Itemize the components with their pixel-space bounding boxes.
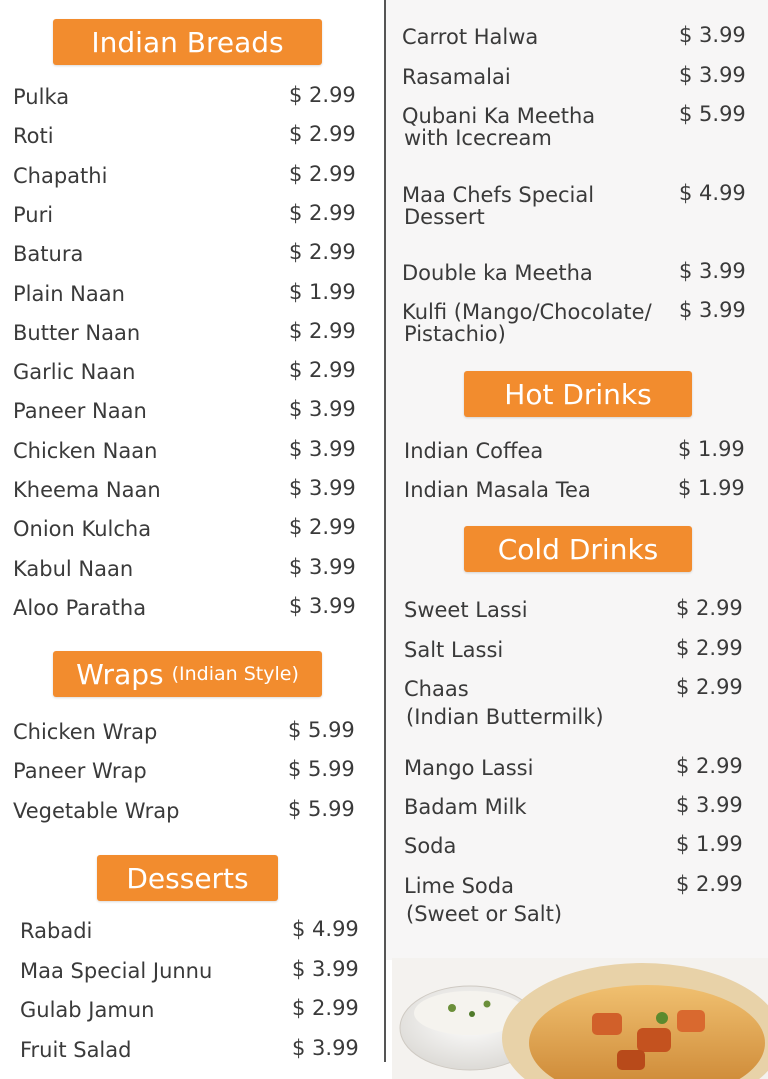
menu-item-price: $ 2.99 [289, 83, 356, 107]
menu-item-name-line2: (Indian Buttermilk) [406, 705, 604, 729]
menu-item-name: Plain Naan [13, 281, 125, 306]
cold-drinks-banner [464, 526, 692, 572]
column-divider [384, 0, 386, 1062]
menu-item-name: Butter Naan [13, 320, 141, 345]
menu-item-name: Sweet Lassi [404, 598, 528, 622]
menu-item-name: Gulab Jamun [20, 998, 155, 1022]
menu-item-name: Paneer Wrap [13, 759, 147, 783]
menu-item-price: $ 5.99 [288, 718, 355, 742]
menu-item-price: $ 2.99 [289, 515, 356, 540]
menu-item-price: $ 2.99 [289, 358, 356, 383]
menu-item-name: Maa Chefs Special [402, 183, 595, 207]
menu-item-name: Qubani Ka Meetha [402, 104, 596, 128]
food-photo [392, 958, 768, 1079]
menu-item-price: $ 2.99 [289, 122, 356, 147]
menu-item-name: Fruit Salad [20, 1038, 132, 1062]
menu-item-price: $ 1.99 [289, 279, 356, 304]
menu-item-price: $ 1.99 [678, 476, 745, 500]
menu-item-price: $ 4.99 [292, 917, 359, 941]
menu-item-price: $ 4.99 [679, 181, 746, 205]
menu-item-name: Chicken Wrap [13, 720, 158, 744]
menu-item-price: $ 3.99 [292, 957, 359, 981]
hot-drinks-banner [464, 371, 692, 417]
menu-item-name: Batura [13, 242, 84, 267]
menu-item-price: $ 2.99 [289, 200, 356, 225]
menu-item-name: Chicken Naan [13, 438, 158, 463]
menu-item-price: $ 3.99 [289, 476, 356, 500]
menu-item-name: Pulka [13, 85, 70, 109]
menu-item-price: $ 3.99 [289, 554, 356, 579]
menu-item-price: $ 2.99 [289, 161, 356, 186]
menu-item-name: Mango Lassi [404, 756, 534, 780]
menu-item-price: $ 5.99 [288, 757, 355, 781]
menu-item-name-line2: Dessert [404, 205, 485, 229]
menu-item-name: Indian Coffea [404, 439, 544, 463]
menu-item-name: Rasamalai [402, 65, 511, 89]
menu-item-name: Rabadi [20, 919, 93, 943]
indian-breads-title: Indian Breads [91, 25, 284, 59]
menu-item-price: $ 5.99 [679, 102, 746, 126]
menu-item-name: Chapathi [13, 163, 108, 188]
menu-item-price: $ 2.99 [289, 318, 356, 343]
menu-item-name: Badam Milk [404, 795, 527, 819]
menu-item-name: Chaas [404, 677, 469, 701]
menu-item-price: $ 2.99 [289, 240, 356, 265]
menu-item-price: $ 5.99 [288, 797, 355, 821]
menu-item-price: $ 3.99 [679, 23, 746, 47]
menu-item-price: $ 2.99 [292, 996, 359, 1020]
menu-item-name-line2: Pistachio) [404, 322, 506, 346]
menu-item-name: Lime Soda [404, 874, 514, 898]
menu-item-price: $ 2.99 [676, 872, 743, 896]
menu-item-name-line2: with Icecream [404, 126, 552, 150]
menu-item-name: Salt Lassi [404, 638, 504, 662]
menu-item-name: Vegetable Wrap [13, 799, 180, 823]
menu-item-name: Paneer Naan [13, 399, 147, 424]
cold-drinks-title: Cold Drinks [497, 532, 659, 566]
menu-item-price: $ 3.99 [676, 793, 743, 817]
menu-item-name: Puri [13, 202, 54, 227]
menu-item-price: $ 2.99 [676, 754, 743, 778]
desserts-title: Desserts [126, 861, 249, 895]
menu-item-name: Kulfi (Mango/Chocolate/ [402, 300, 652, 324]
menu-item-price: $ 2.99 [676, 636, 743, 660]
menu-item-price: $ 3.99 [679, 298, 746, 322]
menu-item-name: Maa Special Junnu [20, 959, 213, 983]
menu-item-name-line2: (Sweet or Salt) [406, 902, 563, 926]
menu-item-price: $ 3.99 [679, 63, 746, 87]
menu-item-price: $ 2.99 [676, 675, 743, 699]
menu-item-price: $ 3.99 [292, 1036, 359, 1060]
desserts-banner [97, 855, 278, 901]
menu-item-name: Soda [404, 834, 457, 858]
menu-item-price: $ 3.99 [289, 593, 356, 618]
wraps-title: Wraps [76, 657, 164, 691]
menu-item-price: $ 2.99 [676, 596, 743, 620]
menu-item-price: $ 1.99 [676, 832, 743, 856]
menu-item-name: Kabul Naan [13, 556, 134, 581]
menu-item-name: Double ka Meetha [402, 261, 593, 285]
menu-item-name: Roti [13, 124, 54, 149]
menu-item-name: Garlic Naan [13, 360, 136, 385]
menu-item-price: $ 3.99 [289, 397, 356, 422]
menu-item-price: $ 1.99 [678, 437, 745, 461]
menu-item-price: $ 3.99 [289, 436, 356, 461]
wraps-subtitle: (Indian Style) [171, 663, 299, 685]
menu-item-price: $ 3.99 [679, 259, 746, 283]
hot-drinks-title: Hot Drinks [504, 377, 652, 411]
wraps-banner [53, 651, 322, 697]
menu-item-name: Kheema Naan [13, 478, 161, 502]
indian-breads-banner [53, 19, 322, 65]
menu-item-name: Onion Kulcha [13, 517, 152, 542]
menu-item-name: Carrot Halwa [402, 25, 539, 49]
menu-item-name: Indian Masala Tea [404, 478, 591, 502]
menu-item-name: Aloo Paratha [13, 595, 147, 620]
